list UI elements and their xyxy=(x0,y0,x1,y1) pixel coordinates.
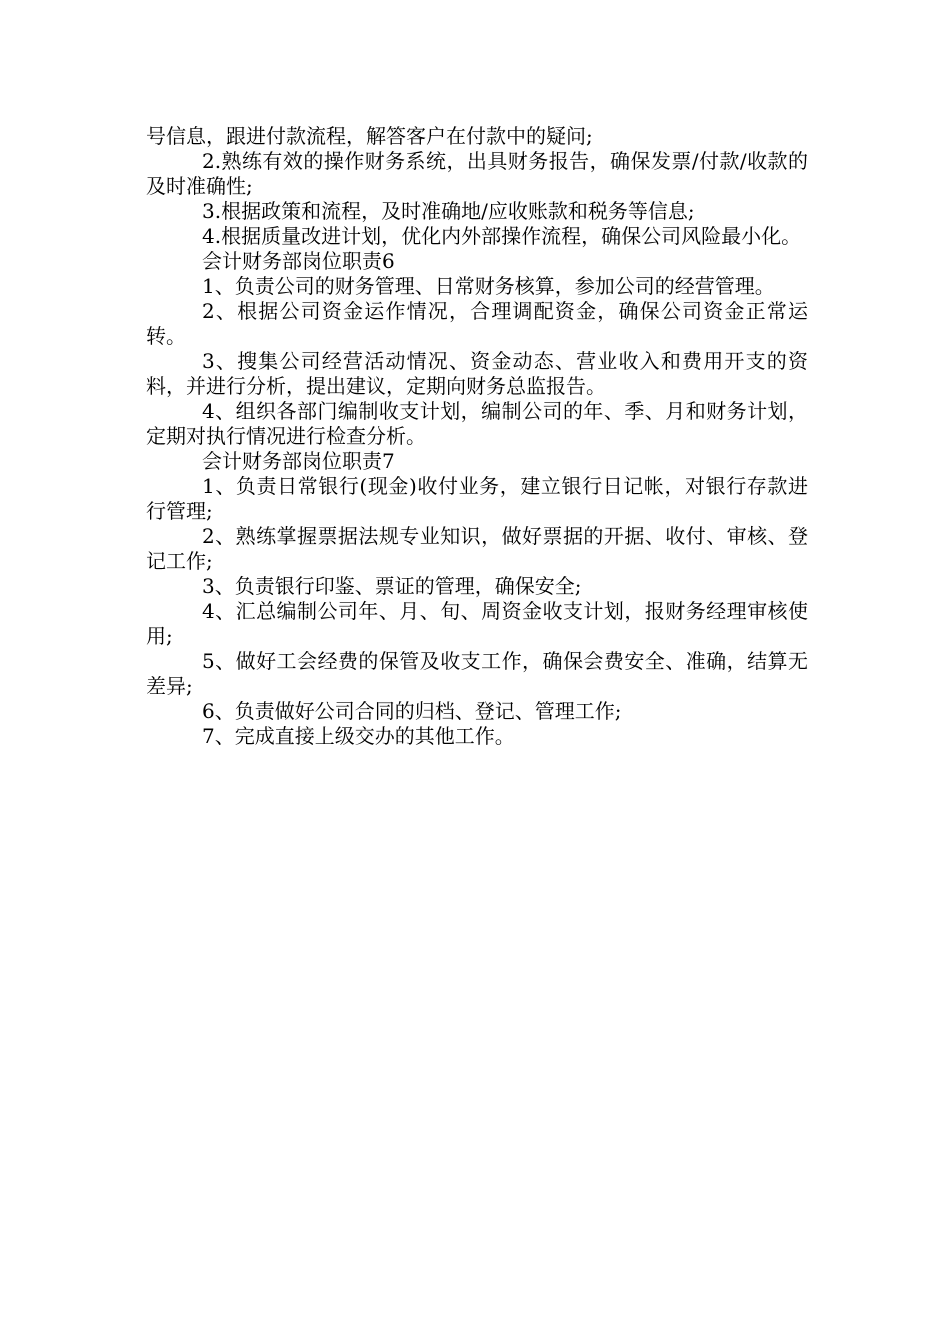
paragraph: 3、负责银行印鉴、票证的管理，确保安全; xyxy=(202,574,582,598)
paragraph: 2、根据公司资金运作情况，合理调配资金，确保公司资金正常运转。 xyxy=(146,299,808,348)
paragraph: 2、熟练掌握票据法规专业知识，做好票据的开据、收付、审核、登记工作; xyxy=(146,524,808,573)
paragraph: 4、汇总编制公司年、月、旬、周资金收支计划，报财务经理审核使用; xyxy=(146,599,808,648)
section-heading: 会计财务部岗位职责7 xyxy=(202,449,395,473)
paragraph: 7、完成直接上级交办的其他工作。 xyxy=(202,724,515,748)
section-heading: 会计财务部岗位职责6 xyxy=(202,249,395,273)
paragraph: 3、搜集公司经营活动情况、资金动态、营业收入和费用开支的资料，并进行分析，提出建议，定期向财务总监报告。 xyxy=(146,349,808,398)
paragraph: 号信息，跟进付款流程，解答客户在付款中的疑问; xyxy=(146,124,593,148)
paragraph: 1、负责日常银行(现金)收付业务，建立银行日记帐，对银行存款进行管理; xyxy=(146,474,808,523)
paragraph: 4、组织各部门编制收支计划，编制公司的年、季、月和财务计划，定期对执行情况进行检查分析。 xyxy=(146,399,808,448)
paragraph: 4.根据质量改进计划，优化内外部操作流程，确保公司风险最小化。 xyxy=(202,224,802,248)
document-body xyxy=(146,124,808,749)
paragraph: 2.熟练有效的操作财务系统，出具财务报告，确保发票/付款/收款的及时准确性; xyxy=(146,149,808,198)
paragraph: 6、负责做好公司合同的归档、登记、管理工作; xyxy=(202,699,622,723)
paragraph: 1、负责公司的财务管理、日常财务核算，参加公司的经营管理。 xyxy=(202,274,775,298)
paragraph: 3.根据政策和流程，及时准确地/应收账款和税务等信息; xyxy=(202,199,695,223)
paragraph: 5、做好工会经费的保管及收支工作，确保会费安全、准确，结算无差异; xyxy=(146,649,808,698)
